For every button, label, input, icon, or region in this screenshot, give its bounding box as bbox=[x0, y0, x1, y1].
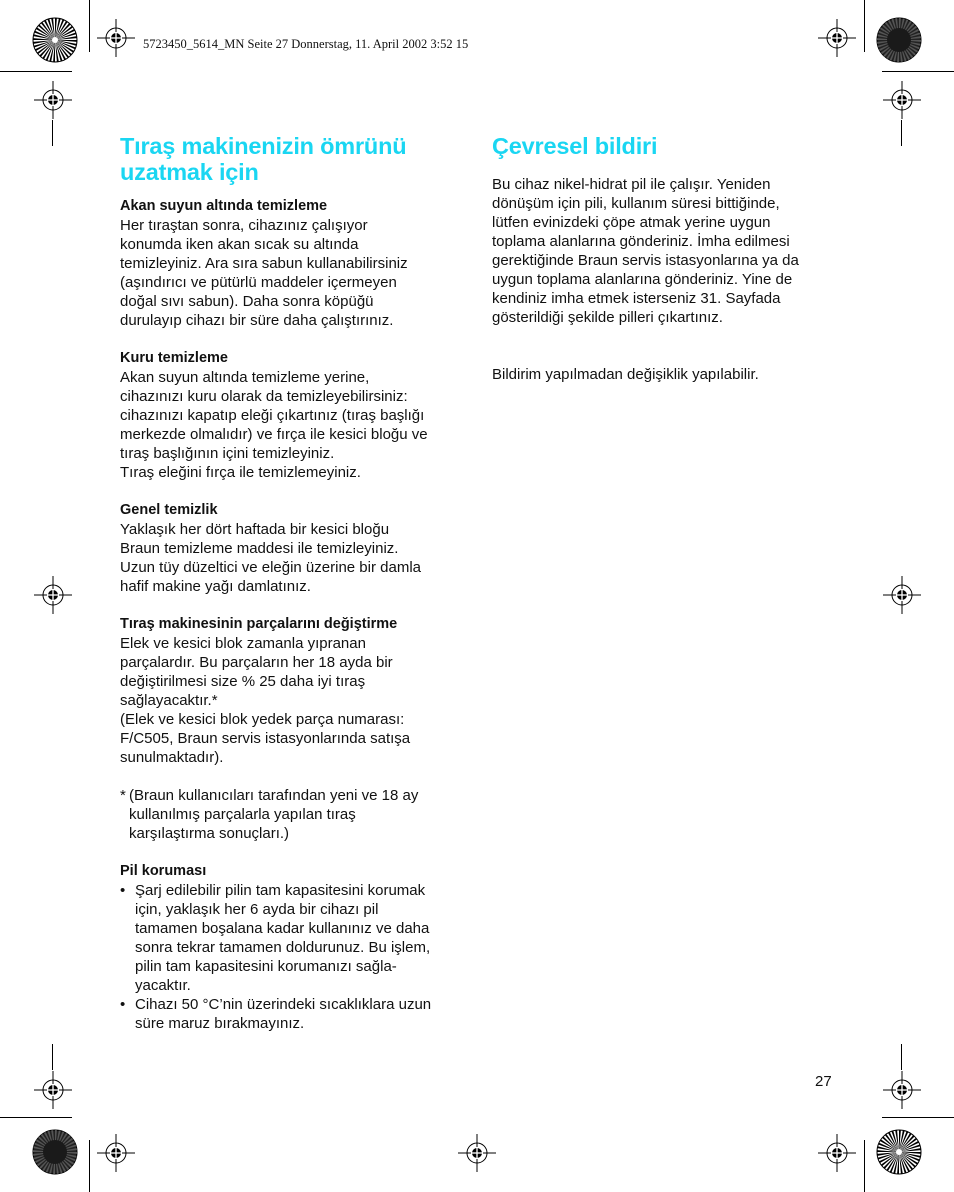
starburst-wheel-icon bbox=[32, 1129, 78, 1175]
right-column bbox=[492, 133, 837, 384]
bullet-icon: • bbox=[120, 882, 126, 899]
right-title: Çevresel bildiri bbox=[492, 133, 658, 159]
crop-line bbox=[882, 1117, 954, 1118]
crosshair-circle-icon bbox=[818, 19, 856, 57]
crop-line bbox=[52, 1044, 53, 1070]
crosshair-circle-icon bbox=[818, 1134, 856, 1172]
section-rinse bbox=[120, 197, 465, 330]
print-header: 5723450_5614_MN Seite 27 Donnerstag, 11. April 2002 3:52 15 bbox=[143, 37, 469, 51]
section-heading: Kuru temizleme bbox=[120, 350, 228, 366]
section-text: Bu cihaz nikel-hidrat pil ile çalışır. Yeniden dönüşüm için pili, kullanım süresi bittiğinde, lütfen evinizdeki çöpe atmak yerine uygun toplama alanlarına gönderiniz. İmha edilmesi gerektiğinde Braun servis istasyonlarına ya da uygun toplama alanlarına gönderiniz. Yine de kendiniz imha etmek isterseniz 31. Sayfada gösterildiği şekilde pilleri çıkartınız. bbox=[492, 176, 799, 326]
footnote-star: * bbox=[120, 787, 126, 804]
section-battery bbox=[120, 862, 465, 1033]
footnote: * (Braun kullanıcıları tarafından yeni ve 18 ay kullanılmış parçalarla yapılan tıraş karşılaştırma sonuçları.) bbox=[120, 787, 419, 842]
left-column bbox=[120, 133, 465, 1033]
section-replace-parts bbox=[120, 615, 465, 767]
crop-line bbox=[864, 1140, 865, 1192]
section-environment bbox=[492, 175, 837, 384]
crosshair-circle-icon bbox=[97, 19, 135, 57]
section-text: Akan suyun altında temizleme yerine, cihazınızı kuru olarak da temizleyebilirsiniz: cihazınızı kapatıp eleği çıkartınız (tıraş başlığı merkezde olmalıdır) ve fırça ile kesici bloğu ve tıraş başlığının içini temizleyiniz. Tıraş eleğini fırça ile temizlemeyiniz. bbox=[120, 369, 428, 481]
section-text: Elek ve kesici blok zamanla yıpranan parçalardır. Bu parçaların her 18 ayda bir değiştirilmesi size % 25 daha iyi tıraş sağlayacaktır.* (Elek ve kesici blok yedek parça numarası: F/C505, Braun servis istasyonlarında satışa sunulmaktadır). bbox=[120, 635, 411, 766]
section-heading: Akan suyun altında temizleme bbox=[120, 198, 328, 214]
crop-line bbox=[0, 1117, 72, 1118]
section-heading: Genel temizlik bbox=[120, 502, 218, 518]
starburst-wheel-icon bbox=[876, 17, 922, 63]
crop-line bbox=[882, 71, 954, 72]
left-title-line2: uzatmak için bbox=[120, 159, 259, 185]
notice-text: Bildirim yapılmadan değişiklik yapılabilir. bbox=[492, 366, 759, 383]
crop-line bbox=[0, 71, 72, 72]
crosshair-circle-icon bbox=[97, 1134, 135, 1172]
crosshair-circle-icon bbox=[883, 1071, 921, 1109]
battery-bullets bbox=[120, 881, 465, 1033]
section-heading: Pil koruması bbox=[120, 863, 207, 879]
crosshair-circle-icon bbox=[883, 81, 921, 119]
bullet-icon: • bbox=[120, 996, 126, 1013]
list-item: • Şarj edilebilir pilin tam kapasitesini korumak için, yaklaşık her 6 ayda bir cihazı pil tamamen boşalana kadar kullanınız ve daha sonra tekrar tamamen doldurunuz. Bu işlem, pilin tam kapasitesini korumanızı sağla- yacaktır. bbox=[120, 882, 431, 994]
crosshair-circle-icon bbox=[883, 576, 921, 614]
crop-line bbox=[864, 0, 865, 52]
crop-line bbox=[52, 120, 53, 146]
left-title-line1: Tıraş makinenizin ömrünü bbox=[120, 133, 407, 159]
crop-line bbox=[901, 120, 902, 146]
section-text: Yaklaşık her dört haftada bir kesici bloğu Braun temizleme maddesi ile temizleyiniz. Uzun tüy düzeltici ve eleğin üzerine bir damla hafif makine yağı damlatınız. bbox=[120, 521, 421, 595]
left-title bbox=[120, 133, 465, 185]
list-item: • Cihazı 50 °C’nin üzerindeki sıcaklıklara uzun süre maruz bırakmayınız. bbox=[120, 996, 432, 1032]
crop-line bbox=[901, 1044, 902, 1070]
section-dry-clean bbox=[120, 349, 465, 482]
crosshair-circle-icon bbox=[458, 1134, 496, 1172]
starburst-wheel-icon bbox=[876, 1129, 922, 1175]
starburst-wheel-icon bbox=[32, 17, 78, 63]
crosshair-circle-icon bbox=[34, 1071, 72, 1109]
crosshair-circle-icon bbox=[34, 576, 72, 614]
crop-line bbox=[89, 0, 90, 52]
section-general-clean bbox=[120, 501, 465, 596]
crop-line bbox=[89, 1140, 90, 1192]
crosshair-circle-icon bbox=[34, 81, 72, 119]
section-text: Her tıraştan sonra, cihazınız çalışıyor konumda iken akan sıcak su altında temizleyiniz. Ara sıra sabun kullanabilirsiniz (aşındırıcı ve pütürlü maddeler içermeyen doğal sıvı sabun). Daha sonra köpüğü durulayıp cihazı bir süre daha çalıştırınız. bbox=[120, 217, 408, 329]
page-number: 27 bbox=[815, 1073, 832, 1090]
section-heading: Tıraş makinesinin parçalarını değiştirme bbox=[120, 616, 398, 632]
